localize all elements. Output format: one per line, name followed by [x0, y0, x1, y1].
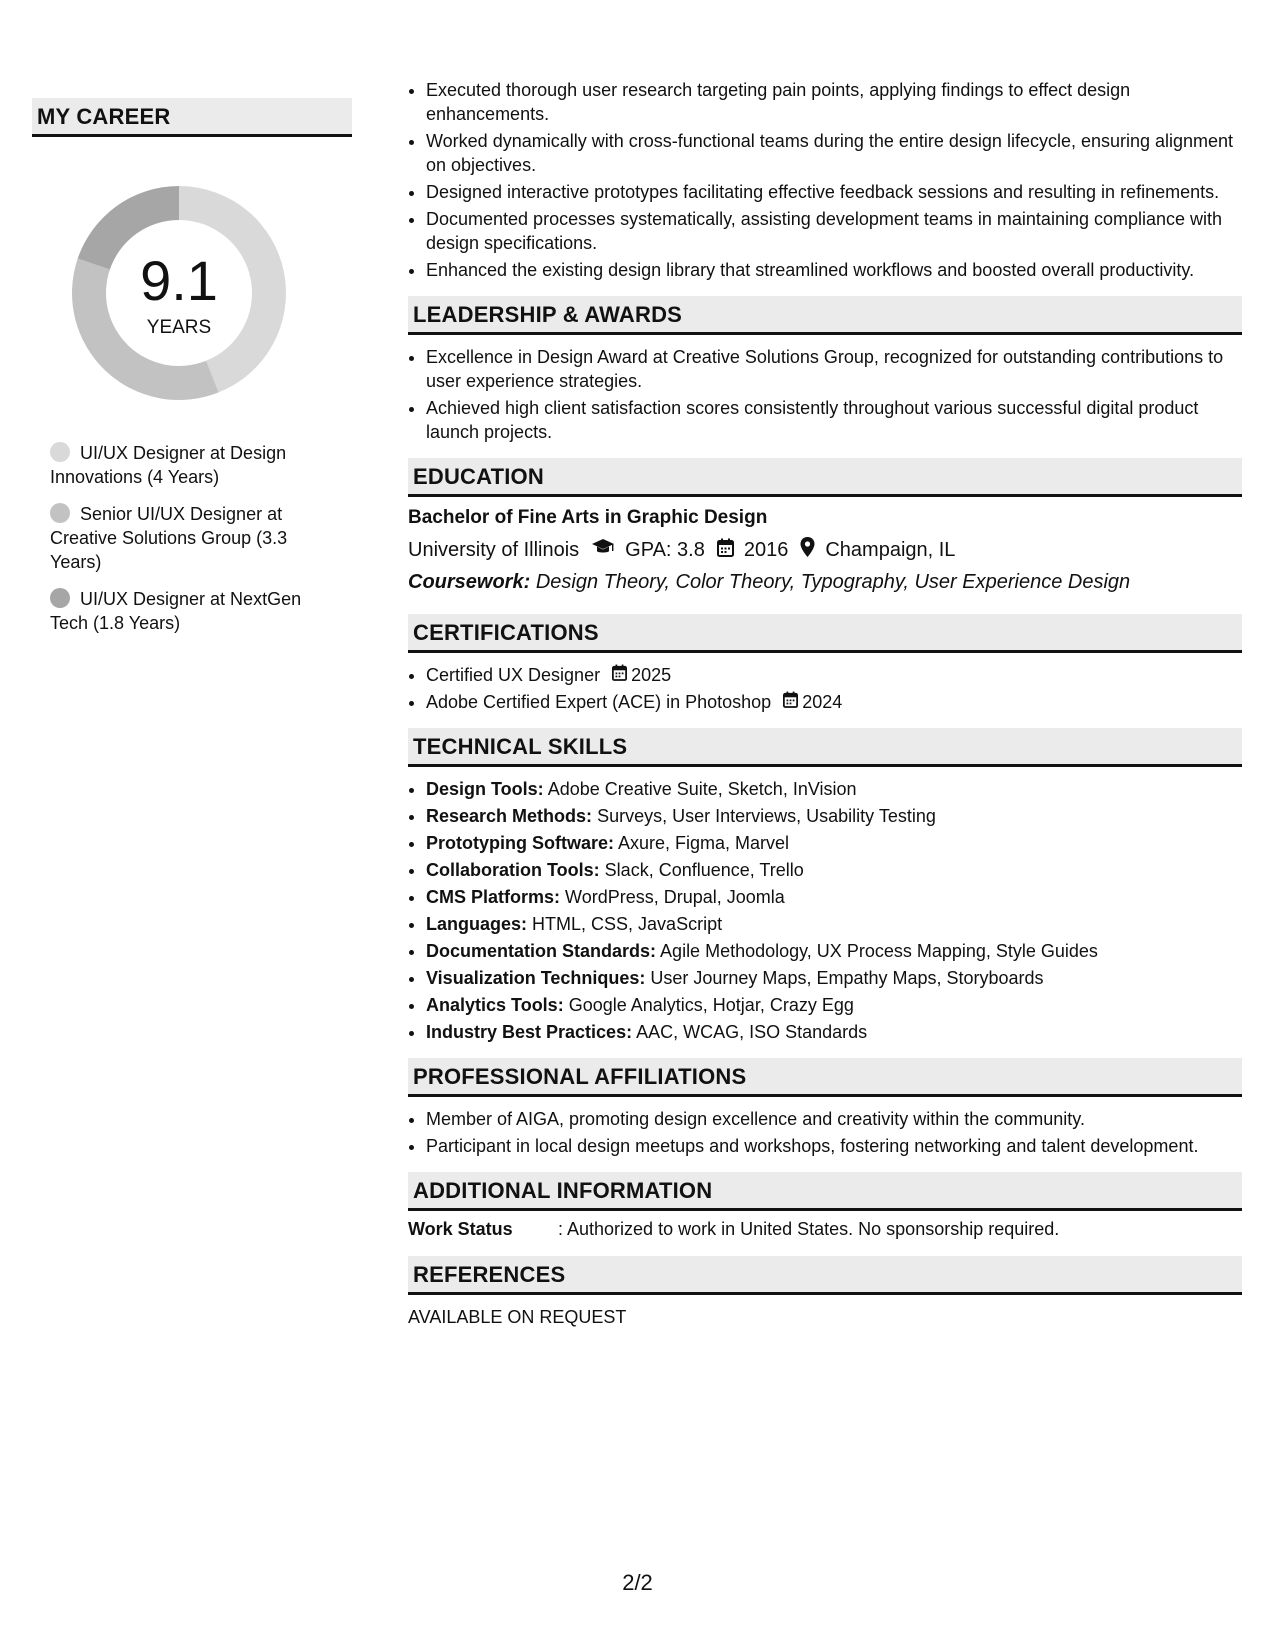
leadership-section	[408, 296, 1242, 444]
legend-dot	[50, 442, 70, 462]
skill-label: Design Tools:	[426, 779, 544, 799]
skill-value: User Journey Maps, Empathy Maps, Storyboards	[650, 968, 1044, 988]
skill-label: Research Methods:	[426, 806, 593, 826]
list-item: • Excellence in Design Award at Creative Solutions Group, recognized for outstanding contributions to user experience strategies.	[426, 345, 1242, 393]
skill-value: AAC, WCAG, ISO Standards	[636, 1022, 868, 1042]
legend-label: UI/UX Designer at Design Innovations (4 Years)	[50, 443, 287, 487]
skills-section	[408, 728, 1242, 1044]
skill-label: CMS Platforms:	[426, 887, 561, 907]
experience-bullets	[408, 78, 1242, 282]
list-item	[426, 831, 1242, 855]
legend-label: UI/UX Designer at NextGen Tech (1.8 Years)	[50, 589, 302, 633]
location-pin-icon	[800, 537, 815, 563]
list-item	[426, 912, 1242, 936]
skill-value: Adobe Creative Suite, Sketch, InVision	[547, 779, 857, 799]
calendar-icon	[717, 538, 734, 563]
list-item	[426, 690, 1242, 714]
school-location: Champaign, IL	[825, 538, 956, 561]
career-donut-chart	[67, 181, 291, 405]
list-item	[426, 663, 1242, 687]
list-item: • Executed thorough user research targeting pain points, applying findings to effect design enhancements.	[426, 78, 1242, 126]
list-item: • Enhanced the existing design library that streamlined workflows and boosted overall productivity.	[426, 258, 1242, 282]
skill-label: Prototyping Software:	[426, 833, 614, 853]
career-column	[32, 98, 352, 648]
skill-value: Agile Methodology, UX Process Mapping, Style Guides	[660, 941, 1098, 961]
coursework-label: Coursework:	[408, 571, 531, 593]
list-item	[426, 966, 1242, 990]
section-title: EDUCATION	[408, 458, 1242, 497]
career-legend	[50, 441, 320, 635]
total-years-value: 9.1	[140, 249, 218, 312]
skill-label: Analytics Tools:	[426, 995, 564, 1015]
skill-value: Google Analytics, Hotjar, Crazy Egg	[568, 995, 854, 1015]
page-number: 2/2	[622, 1570, 653, 1595]
skill-value: Axure, Figma, Marvel	[618, 833, 790, 853]
work-status-label: Work Status	[408, 1219, 513, 1239]
skill-value: WordPress, Drupal, Joomla	[565, 887, 785, 907]
degree-title: Bachelor of Fine Arts in Graphic Design	[408, 507, 768, 528]
list-item	[426, 858, 1242, 882]
years-label: YEARS	[146, 317, 212, 338]
coursework	[408, 571, 1242, 594]
section-title: TECHNICAL SKILLS	[408, 728, 1242, 767]
graduation-year: 2016	[743, 538, 789, 561]
section-title: ADDITIONAL INFORMATION	[408, 1172, 1242, 1211]
main-column	[408, 78, 1242, 1328]
affiliations-section	[408, 1058, 1242, 1158]
skill-value: Surveys, User Interviews, Usability Testing	[597, 806, 936, 826]
list-item	[426, 777, 1242, 801]
list-item: • Documented processes systematically, assisting development teams in maintaining compliance with design specifications.	[426, 207, 1242, 255]
graduation-cap-icon	[591, 538, 615, 562]
cert-year: 2024	[802, 692, 843, 712]
calendar-icon	[612, 663, 627, 687]
legend-item	[50, 587, 320, 635]
list-item	[426, 885, 1242, 909]
additional-info-section	[408, 1172, 1242, 1240]
list-item: • Achieved high client satisfaction scores consistently throughout various successful digital product launch projects.	[426, 396, 1242, 444]
references-text: AVAILABLE ON REQUEST	[408, 1307, 627, 1327]
skill-value: Slack, Confluence, Trello	[604, 860, 804, 880]
coursework-list: Design Theory, Color Theory, Typography, User Experience Design	[535, 571, 1131, 593]
skill-value: HTML, CSS, JavaScript	[532, 914, 723, 934]
cert-year: 2025	[631, 665, 672, 685]
legend-dot	[50, 503, 70, 523]
legend-label: Senior UI/UX Designer at Creative Solutions Group (3.3 Years)	[50, 504, 288, 572]
list-item: • Member of AIGA, promoting design excellence and creativity within the community.	[426, 1107, 1242, 1131]
school-name: University of Illinois	[408, 538, 580, 561]
calendar-icon	[783, 690, 798, 714]
skill-label: Collaboration Tools:	[426, 860, 600, 880]
list-item	[426, 1020, 1242, 1044]
section-title: LEADERSHIP & AWARDS	[408, 296, 1242, 335]
list-item	[426, 993, 1242, 1017]
legend-dot	[50, 588, 70, 608]
list-item	[426, 939, 1242, 963]
skill-label: Visualization Techniques:	[426, 968, 646, 988]
certifications-section	[408, 614, 1242, 714]
cert-name: • Certified UX Designer	[426, 665, 601, 685]
section-title: CERTIFICATIONS	[408, 614, 1242, 653]
list-item: • Worked dynamically with cross-functional teams during the entire design lifecycle, ensuring alignment on objectives.	[426, 129, 1242, 177]
list-item: • Participant in local design meetups and workshops, fostering networking and talent development.	[426, 1134, 1242, 1158]
skill-label: Industry Best Practices:	[426, 1022, 633, 1042]
skill-label: Documentation Standards:	[426, 941, 657, 961]
work-status-row	[408, 1219, 1242, 1240]
work-status-value: : Authorized to work in United States. No sponsorship required.	[558, 1219, 1060, 1239]
legend-item	[50, 441, 320, 489]
references-section	[408, 1256, 1242, 1328]
education-details	[408, 537, 1242, 563]
section-title: PROFESSIONAL AFFILIATIONS	[408, 1058, 1242, 1097]
career-header: MY CAREER	[32, 98, 352, 137]
list-item	[426, 804, 1242, 828]
list-item: • Designed interactive prototypes facilitating effective feedback sessions and resulting in refinements.	[426, 180, 1242, 204]
section-title: REFERENCES	[408, 1256, 1242, 1295]
education-section	[408, 458, 1242, 594]
gpa: GPA: 3.8	[625, 538, 705, 561]
cert-name: • Adobe Certified Expert (ACE) in Photoshop	[426, 692, 772, 712]
legend-item	[50, 502, 320, 574]
skill-label: Languages:	[426, 914, 528, 934]
